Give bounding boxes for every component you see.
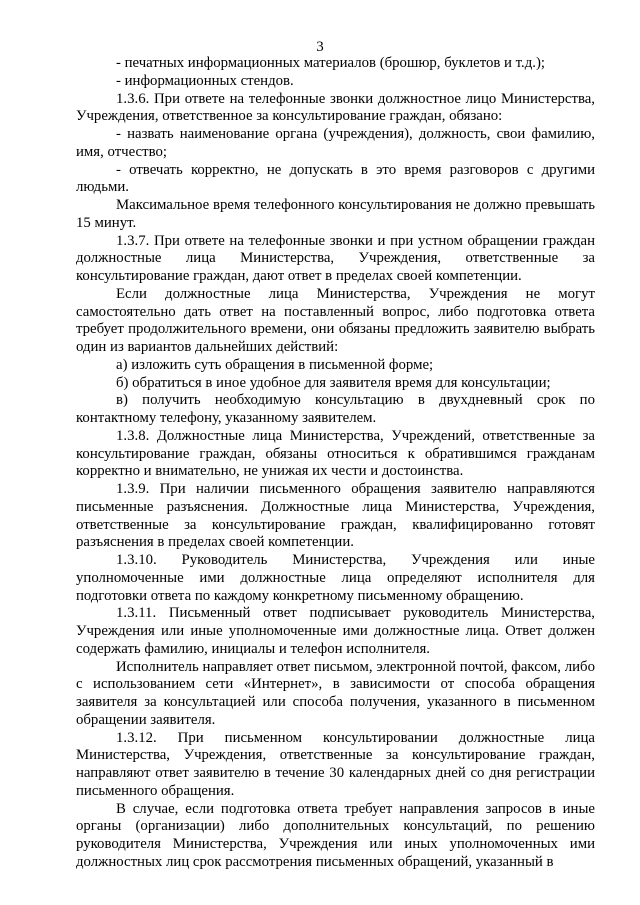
paragraph-16: Исполнитель направляет ответ письмом, электронной почтой, факсом, либо с использованием сети «Интернет», в зависимости от способа обращения заявителя за консультацией или способа получения, указанного в письменном обращении заявителя. bbox=[76, 658, 595, 728]
paragraph-7: 1.3.7. При ответе на телефонные звонки и при устном обращении граждан должностные лица Министерства, Учреждения, ответственные за консультирование граждан, дают ответ в пределах своей компетенции. bbox=[76, 232, 595, 284]
paragraph-2: - информационных стендов. bbox=[116, 72, 294, 89]
paragraph-8: Если должностные лица Министерства, Учреждения не могут самостоятельно дать ответ на поставленный вопрос, либо подготовка ответа требует продолжительного времени, они обязаны предложить заявителю выбрать один из вариантов дальнейших действий: bbox=[76, 285, 595, 355]
paragraph-9: а) изложить суть обращения в письменной форме; bbox=[116, 356, 434, 373]
document-body bbox=[76, 55, 595, 872]
paragraph-10: б) обратиться в иное удобное для заявителя время для консультации; bbox=[116, 374, 551, 391]
paragraph-18: В случае, если подготовка ответа требует направления запросов в иные органы (организации) либо дополнительных консультаций, по решению руководителя Министерства, Учреждения или иных уполномоченных ими должностных лиц срок рассмотрения письменных обращений, указанный в bbox=[76, 800, 595, 870]
paragraph-1: - печатных информационных материалов (брошюр, буклетов и т.д.); bbox=[116, 55, 545, 71]
paragraph-15: 1.3.11. Письменный ответ подписывает руководитель Министерства, Учреждения или иные уполномоченные ими должностные лица. Ответ должен содержать фамилию, инициалы и телефон исполнителя. bbox=[76, 605, 595, 657]
paragraph-17: 1.3.12. При письменном консультировании должностные лица Министерства, Учреждения, ответственные за консультирование граждан, направляют ответ заявителю в течение 30 календарных дней со дня регистрации письменного обращения. bbox=[76, 729, 595, 799]
paragraph-11: в) получить необходимую консультацию в двухдневный срок по контактному телефону, указанному заявителем. bbox=[76, 392, 595, 426]
paragraph-12: 1.3.8. Должностные лица Министерства, Учреждений, ответственные за консультирование граждан, обязаны относиться к обратившимся гражданам корректно и внимательно, не унижая их чести и достоинства. bbox=[76, 427, 595, 480]
paragraph-14: 1.3.10. Руководитель Министерства, Учреждения или иные уполномоченные ими должностные лица определяют исполнителя для подготовки ответа по каждому конкретному письменному обращению. bbox=[76, 552, 595, 604]
paragraph-13: 1.3.9. При наличии письменного обращения заявителю направляются письменные разъяснения. Должностные лица Министерства, Учреждения, ответственные за консультирование граждан, квалифицированно готовят разъяснения в пределах своей компетенции. bbox=[76, 481, 595, 551]
paragraph-5: - отвечать корректно, не допускать в это время разговоров с другими людьми. bbox=[76, 161, 595, 196]
paragraph-4: - назвать наименование органа (учреждения), должность, свои фамилию, имя, отчество; bbox=[76, 126, 595, 160]
paragraph-3: 1.3.6. При ответе на телефонные звонки должностное лицо Министерства, Учреждения, ответственное за консультирование граждан, обязано: bbox=[76, 90, 595, 125]
page-number: 3 bbox=[316, 39, 324, 55]
paragraph-6: Максимальное время телефонного консультирования не должно превышать 15 минут. bbox=[76, 197, 595, 231]
